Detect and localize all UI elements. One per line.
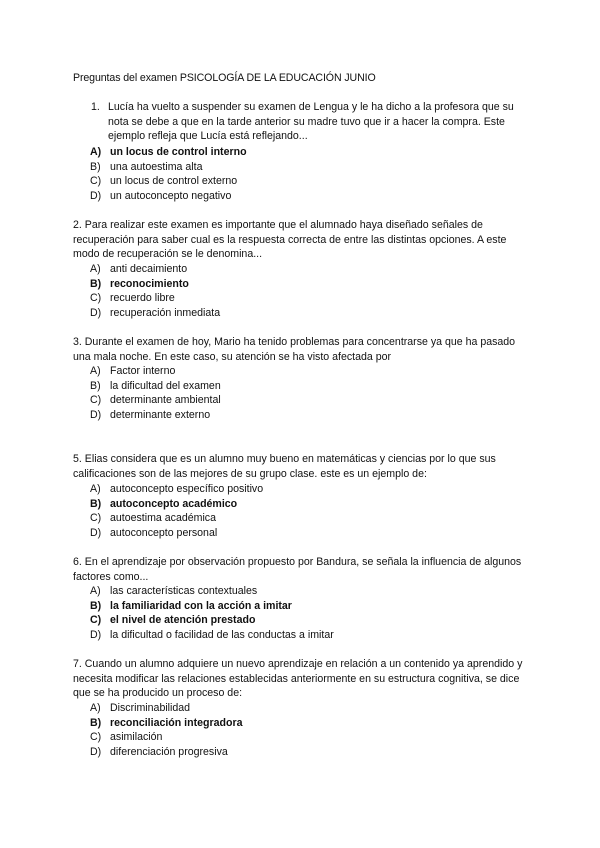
option-a [90,262,540,277]
question-5 [73,452,523,481]
option-letter: A) [90,146,102,158]
options-q6 [90,584,540,642]
option-letter: B) [90,497,102,510]
options-q2 [90,262,540,320]
option-text: diferenciación progresiva [110,745,228,758]
option-letter: C) [90,512,102,525]
question-number: 1. [91,101,100,113]
option-text: recuerdo libre [110,292,175,305]
option-d [90,189,540,204]
option-letter: B) [90,160,101,173]
option-b [90,716,540,731]
option-text: la dificultad del examen [110,379,221,392]
option-d [90,628,540,643]
option-text: reconocimiento [110,277,189,290]
option-letter: D) [90,306,102,319]
option-a [90,482,540,497]
options-q3 [90,364,540,422]
option-text: las características contextuales [110,585,258,597]
option-letter: C) [90,731,102,744]
option-text: autoconcepto específico positivo [110,483,264,495]
question-stem: Lucía ha vuelto a suspender su examen de Lengua y le ha dicho a la profesora que su nota se debe a que en la tarde anterior su madre tuvo que ir a hacer la compra. Este ejemplo refleja que Lucía está reflejando... [108,101,514,143]
option-letter: A) [90,585,101,597]
option-b [90,379,540,394]
option-letter: B) [90,716,102,729]
option-letter: D) [90,189,102,202]
option-a [90,145,540,160]
option-letter: B) [90,599,102,612]
question-3 [73,335,523,364]
option-c [90,174,540,189]
option-d [90,745,540,760]
option-letter: A) [90,263,101,275]
options-q7 [90,701,540,759]
question-stem: 7. Cuando un alumno adquiere un nuevo aprendizaje en relación a un contenido ya aprendido y necesita modificar las relaciones establecidas anteriormente en su estructura cognitiva, se dice que se ha producido un proceso de: [73,658,523,700]
option-text: determinante ambiental [110,394,221,407]
option-text: determinante externo [110,408,211,421]
option-letter: C) [90,292,102,305]
option-letter: A) [90,702,101,714]
option-letter: B) [90,277,102,290]
option-text: anti decaimiento [110,263,188,275]
option-a [90,364,540,379]
option-text: un autoconcepto negativo [110,189,232,202]
question-6 [73,555,523,584]
option-b [90,160,540,175]
option-a [90,701,540,716]
option-text: autoconcepto académico [110,497,238,510]
option-text: el nivel de atención prestado [110,614,256,627]
option-letter: B) [90,379,101,392]
option-b [90,277,540,292]
question-1 [91,100,521,144]
question-2 [73,218,523,262]
option-c [90,291,540,306]
option-letter: C) [90,175,102,188]
document-title: Preguntas del examen PSICOLOGÍA DE LA EDUCACIÓN JUNIO [73,72,376,84]
option-letter: C) [90,394,102,407]
option-letter: D) [90,526,102,539]
option-text: la dificultad o facilidad de las conductas a imitar [110,628,334,641]
option-text: recuperación inmediata [110,306,221,319]
option-letter: C) [90,614,102,627]
option-letter: D) [90,628,102,641]
option-c [90,511,540,526]
option-c [90,393,540,408]
question-stem: 2. Para realizar este examen es importante que el alumnado haya diseñado señales de recuperación para saber cual es la respuesta correcta de entre las distintas opciones. A este modo de recuperación se le denomina... [73,219,507,261]
option-text: una autoestima alta [110,160,203,173]
option-a [90,584,540,599]
option-text: autoconcepto personal [110,526,218,539]
options-q1 [90,145,540,203]
question-stem: 3. Durante el examen de hoy, Mario ha tenido problemas para concentrarse ya que ha pasado una mala noche. En este caso, su atención se ha visto afectada por [73,336,516,363]
option-text: Discriminabilidad [110,702,191,714]
option-text: Factor interno [110,365,176,377]
options-q5 [90,482,540,540]
option-letter: A) [90,483,101,495]
option-letter: D) [90,745,102,758]
option-text: la familiaridad con la acción a imitar [110,599,292,612]
option-d [90,408,540,423]
question-stem: 6. En el aprendizaje por observación propuesto por Bandura, se señala la influencia de algunos factores como... [73,556,522,583]
question-7 [73,657,523,701]
option-letter: A) [90,365,101,377]
option-text: un locus de control externo [110,175,238,188]
option-text: reconciliación integradora [110,716,243,729]
option-c [90,730,540,745]
option-d [90,526,540,541]
question-stem: 5. Elias considera que es un alumno muy bueno en matemáticas y ciencias por lo que sus calificaciones son de las mejores de su grupo clase. este es un ejemplo de: [73,453,496,480]
option-d [90,306,540,321]
option-text: un locus de control interno [110,146,247,158]
option-b [90,599,540,614]
option-letter: D) [90,408,102,421]
option-text: autoestima académica [110,512,216,525]
option-c [90,613,540,628]
option-b [90,497,540,512]
option-text: asimilación [110,731,163,744]
